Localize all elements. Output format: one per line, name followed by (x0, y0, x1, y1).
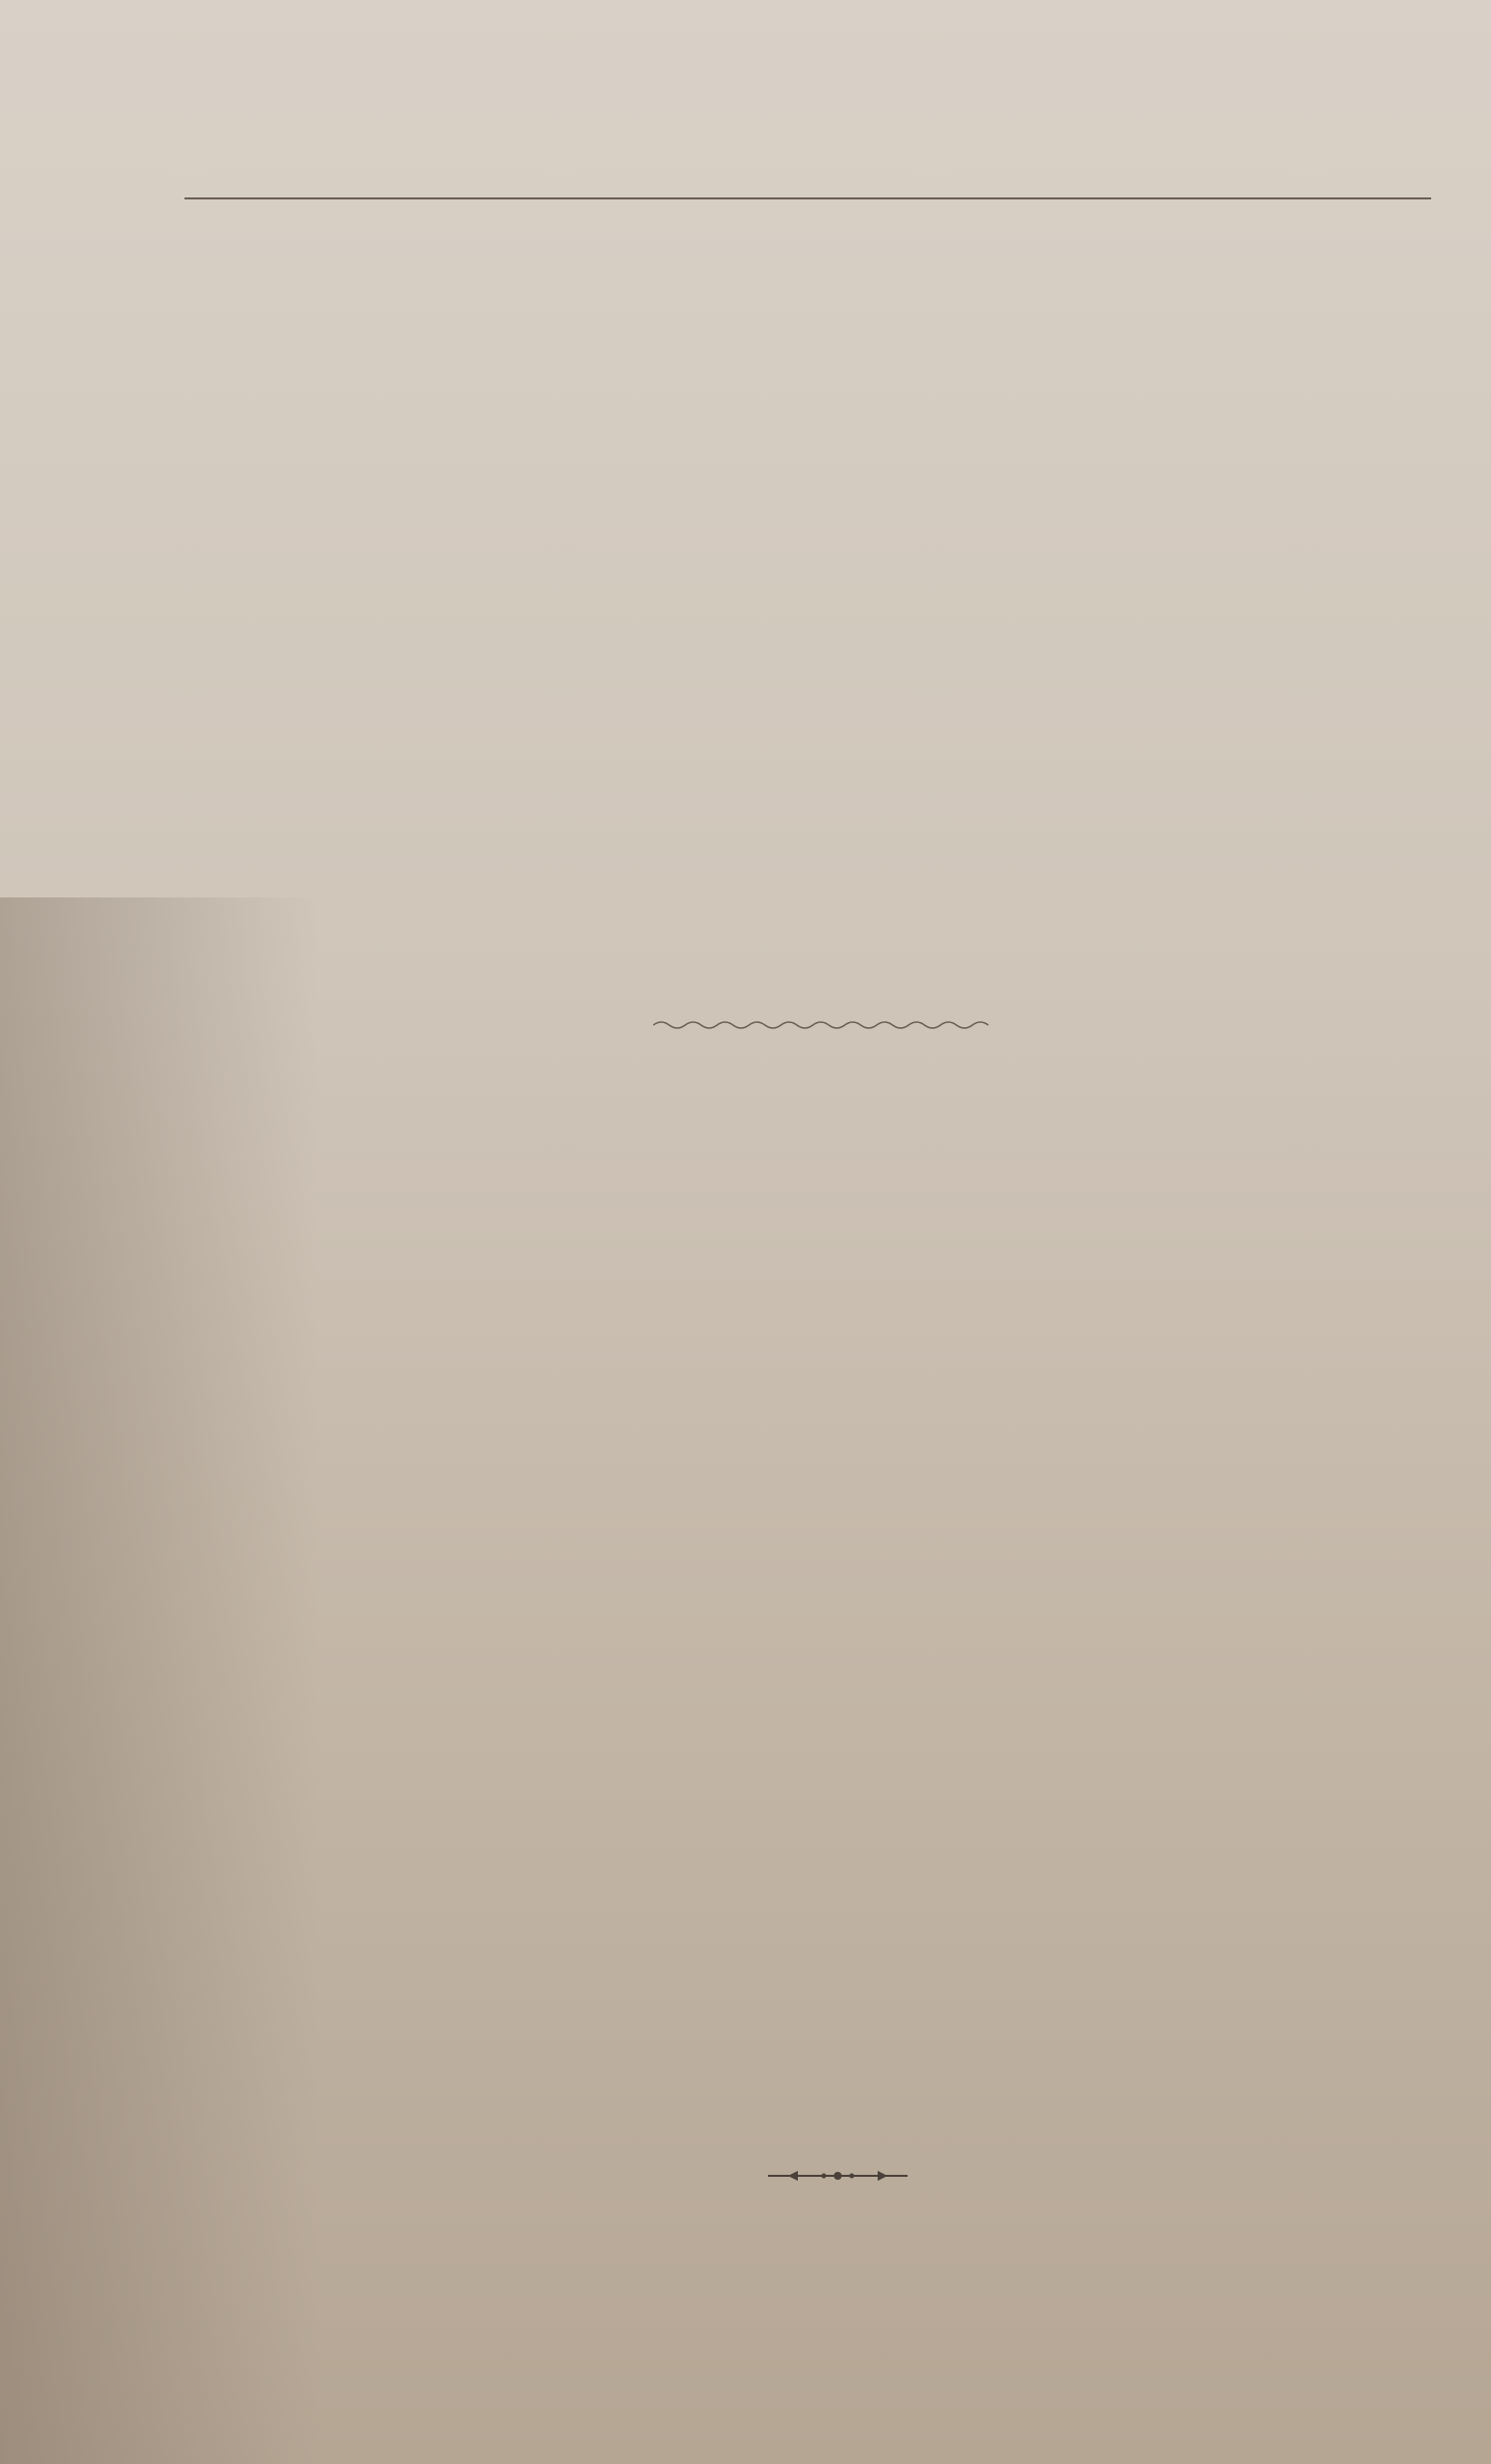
end-ornament (768, 2166, 908, 2186)
page-shadow (0, 897, 319, 2464)
section-divider-ornament (653, 1019, 997, 1031)
page-header (204, 140, 1431, 179)
header-rule (185, 197, 1431, 199)
